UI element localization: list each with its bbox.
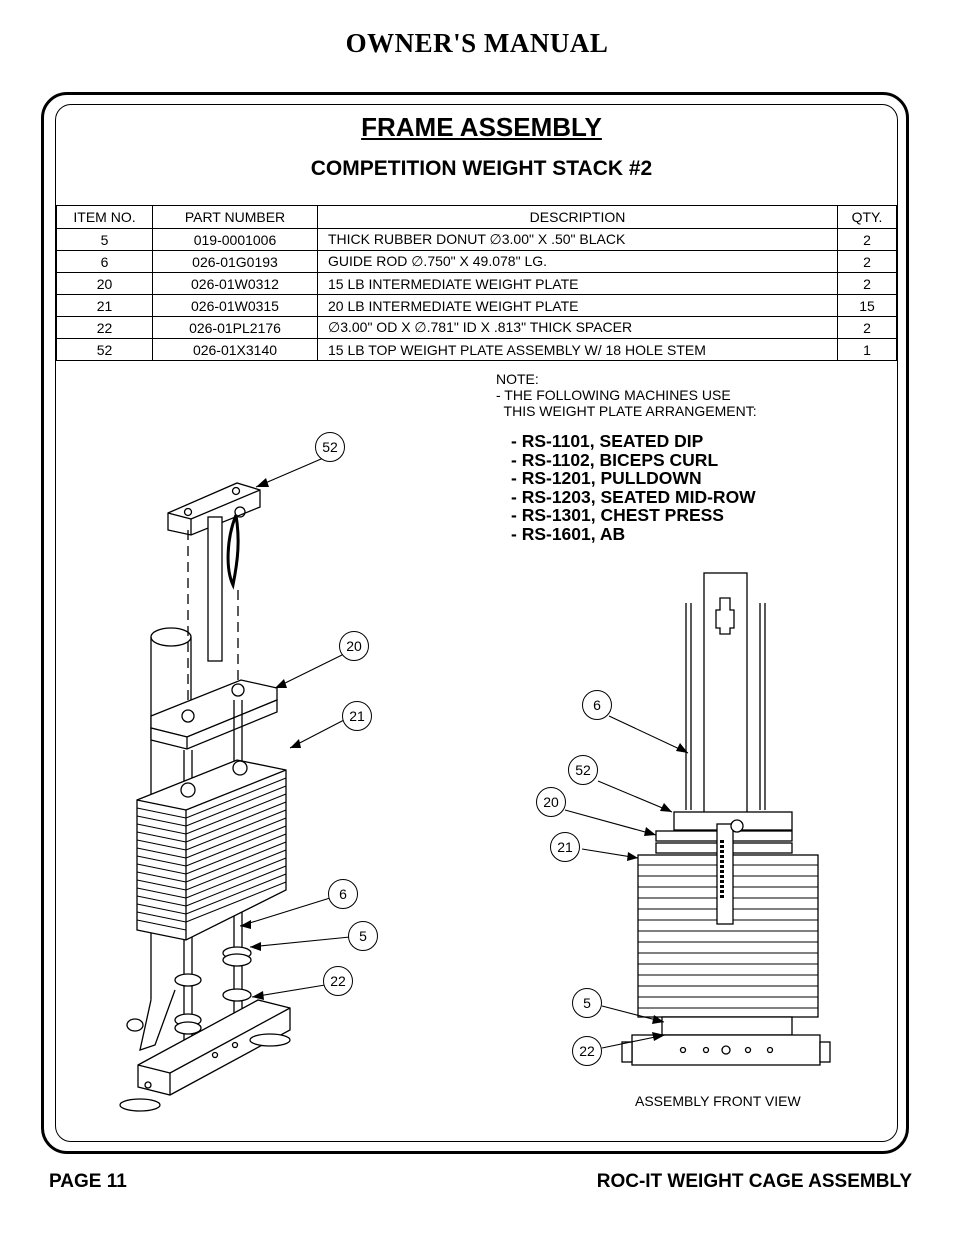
callout-52: 52 [315, 432, 345, 462]
item-cell: 21 [57, 295, 153, 317]
description-cell: ∅3.00" OD X ∅.781" ID X .813" THICK SPACER [318, 317, 838, 339]
upright-bracket-drawing [140, 990, 175, 1050]
front-base-drawing [622, 1017, 830, 1065]
front-callout-52: 52 [568, 755, 598, 785]
callout-22: 22 [323, 966, 353, 996]
description-cell: 15 LB INTERMEDIATE WEIGHT PLATE [318, 273, 838, 295]
machine-item: - RS-1102, BICEPS CURL [511, 449, 719, 470]
part-cell: 019-0001006 [153, 229, 318, 251]
item-cell: 5 [57, 229, 153, 251]
front-callout-20: 20 [536, 787, 566, 817]
callout-6: 6 [328, 879, 358, 909]
machine-item: - RS-1601, AB [511, 523, 626, 544]
qty-cell: 2 [838, 317, 897, 339]
qty-cell: 2 [838, 273, 897, 295]
part-cell: 026-01W0312 [153, 273, 318, 295]
section-title: FRAME ASSEMBLY [361, 112, 602, 142]
section-subtitle: COMPETITION WEIGHT STACK #2 [310, 157, 653, 180]
callout-5: 5 [348, 921, 378, 951]
manual-header-title: OWNER'S MANUAL [345, 28, 609, 58]
leader-arrowheads [240, 478, 688, 1041]
leader-lines [240, 450, 688, 1048]
header-description: DESCRIPTION [318, 206, 838, 229]
qty-cell: 1 [838, 339, 897, 361]
base-frame-drawing [120, 1000, 290, 1111]
front-view-caption: ASSEMBLY FRONT VIEW [635, 1093, 801, 1109]
callout-21: 21 [342, 701, 372, 731]
qty-cell: 2 [838, 229, 897, 251]
qty-cell: 15 [838, 295, 897, 317]
item-cell: 52 [57, 339, 153, 361]
note-line: NOTE: [496, 371, 539, 387]
part-cell: 026-01X3140 [153, 339, 318, 361]
front-callout-5: 5 [572, 988, 602, 1018]
machine-item: - RS-1101, SEATED DIP [511, 431, 704, 451]
front-callout-6: 6 [582, 690, 612, 720]
qty-cell: 2 [838, 251, 897, 273]
note-line: THIS WEIGHT PLATE ARRANGEMENT: [496, 403, 757, 419]
intermediate-plates-drawing [151, 680, 277, 749]
machine-item: - RS-1201, PULLDOWN [511, 468, 702, 489]
note-line: - THE FOLLOWING MACHINES USE [496, 387, 731, 403]
footer-document-title: ROC-IT WEIGHT CAGE ASSEMBLY [596, 1171, 912, 1192]
description-cell: 15 LB TOP WEIGHT PLATE ASSEMBLY W/ 18 HOLE STEM [318, 339, 838, 361]
machine-item: - RS-1203, SEATED MID-ROW [511, 486, 756, 507]
header-item-no: ITEM NO. [57, 206, 153, 229]
front-callout-21: 21 [550, 832, 580, 862]
item-cell: 22 [57, 317, 153, 339]
item-cell: 6 [57, 251, 153, 273]
description-cell: GUIDE ROD ∅.750" X 49.078" LG. [318, 251, 838, 273]
description-cell: 20 LB INTERMEDIATE WEIGHT PLATE [318, 295, 838, 317]
part-cell: 026-01G0193 [153, 251, 318, 273]
header-qty: QTY. [838, 206, 897, 229]
page-number: PAGE 11 [49, 1171, 127, 1192]
callout-20: 20 [339, 631, 369, 661]
item-cell: 20 [57, 273, 153, 295]
selector-stem-drawing [208, 507, 245, 661]
header-part-number: PART NUMBER [153, 206, 318, 229]
front-view-drawing [638, 573, 818, 1017]
machine-item: - RS-1301, CHEST PRESS [511, 505, 724, 526]
front-callout-22: 22 [572, 1036, 602, 1066]
part-cell: 026-01PL2176 [153, 317, 318, 339]
part-cell: 026-01W0315 [153, 295, 318, 317]
description-cell: THICK RUBBER DONUT ∅3.00" X .50" BLACK [318, 229, 838, 251]
